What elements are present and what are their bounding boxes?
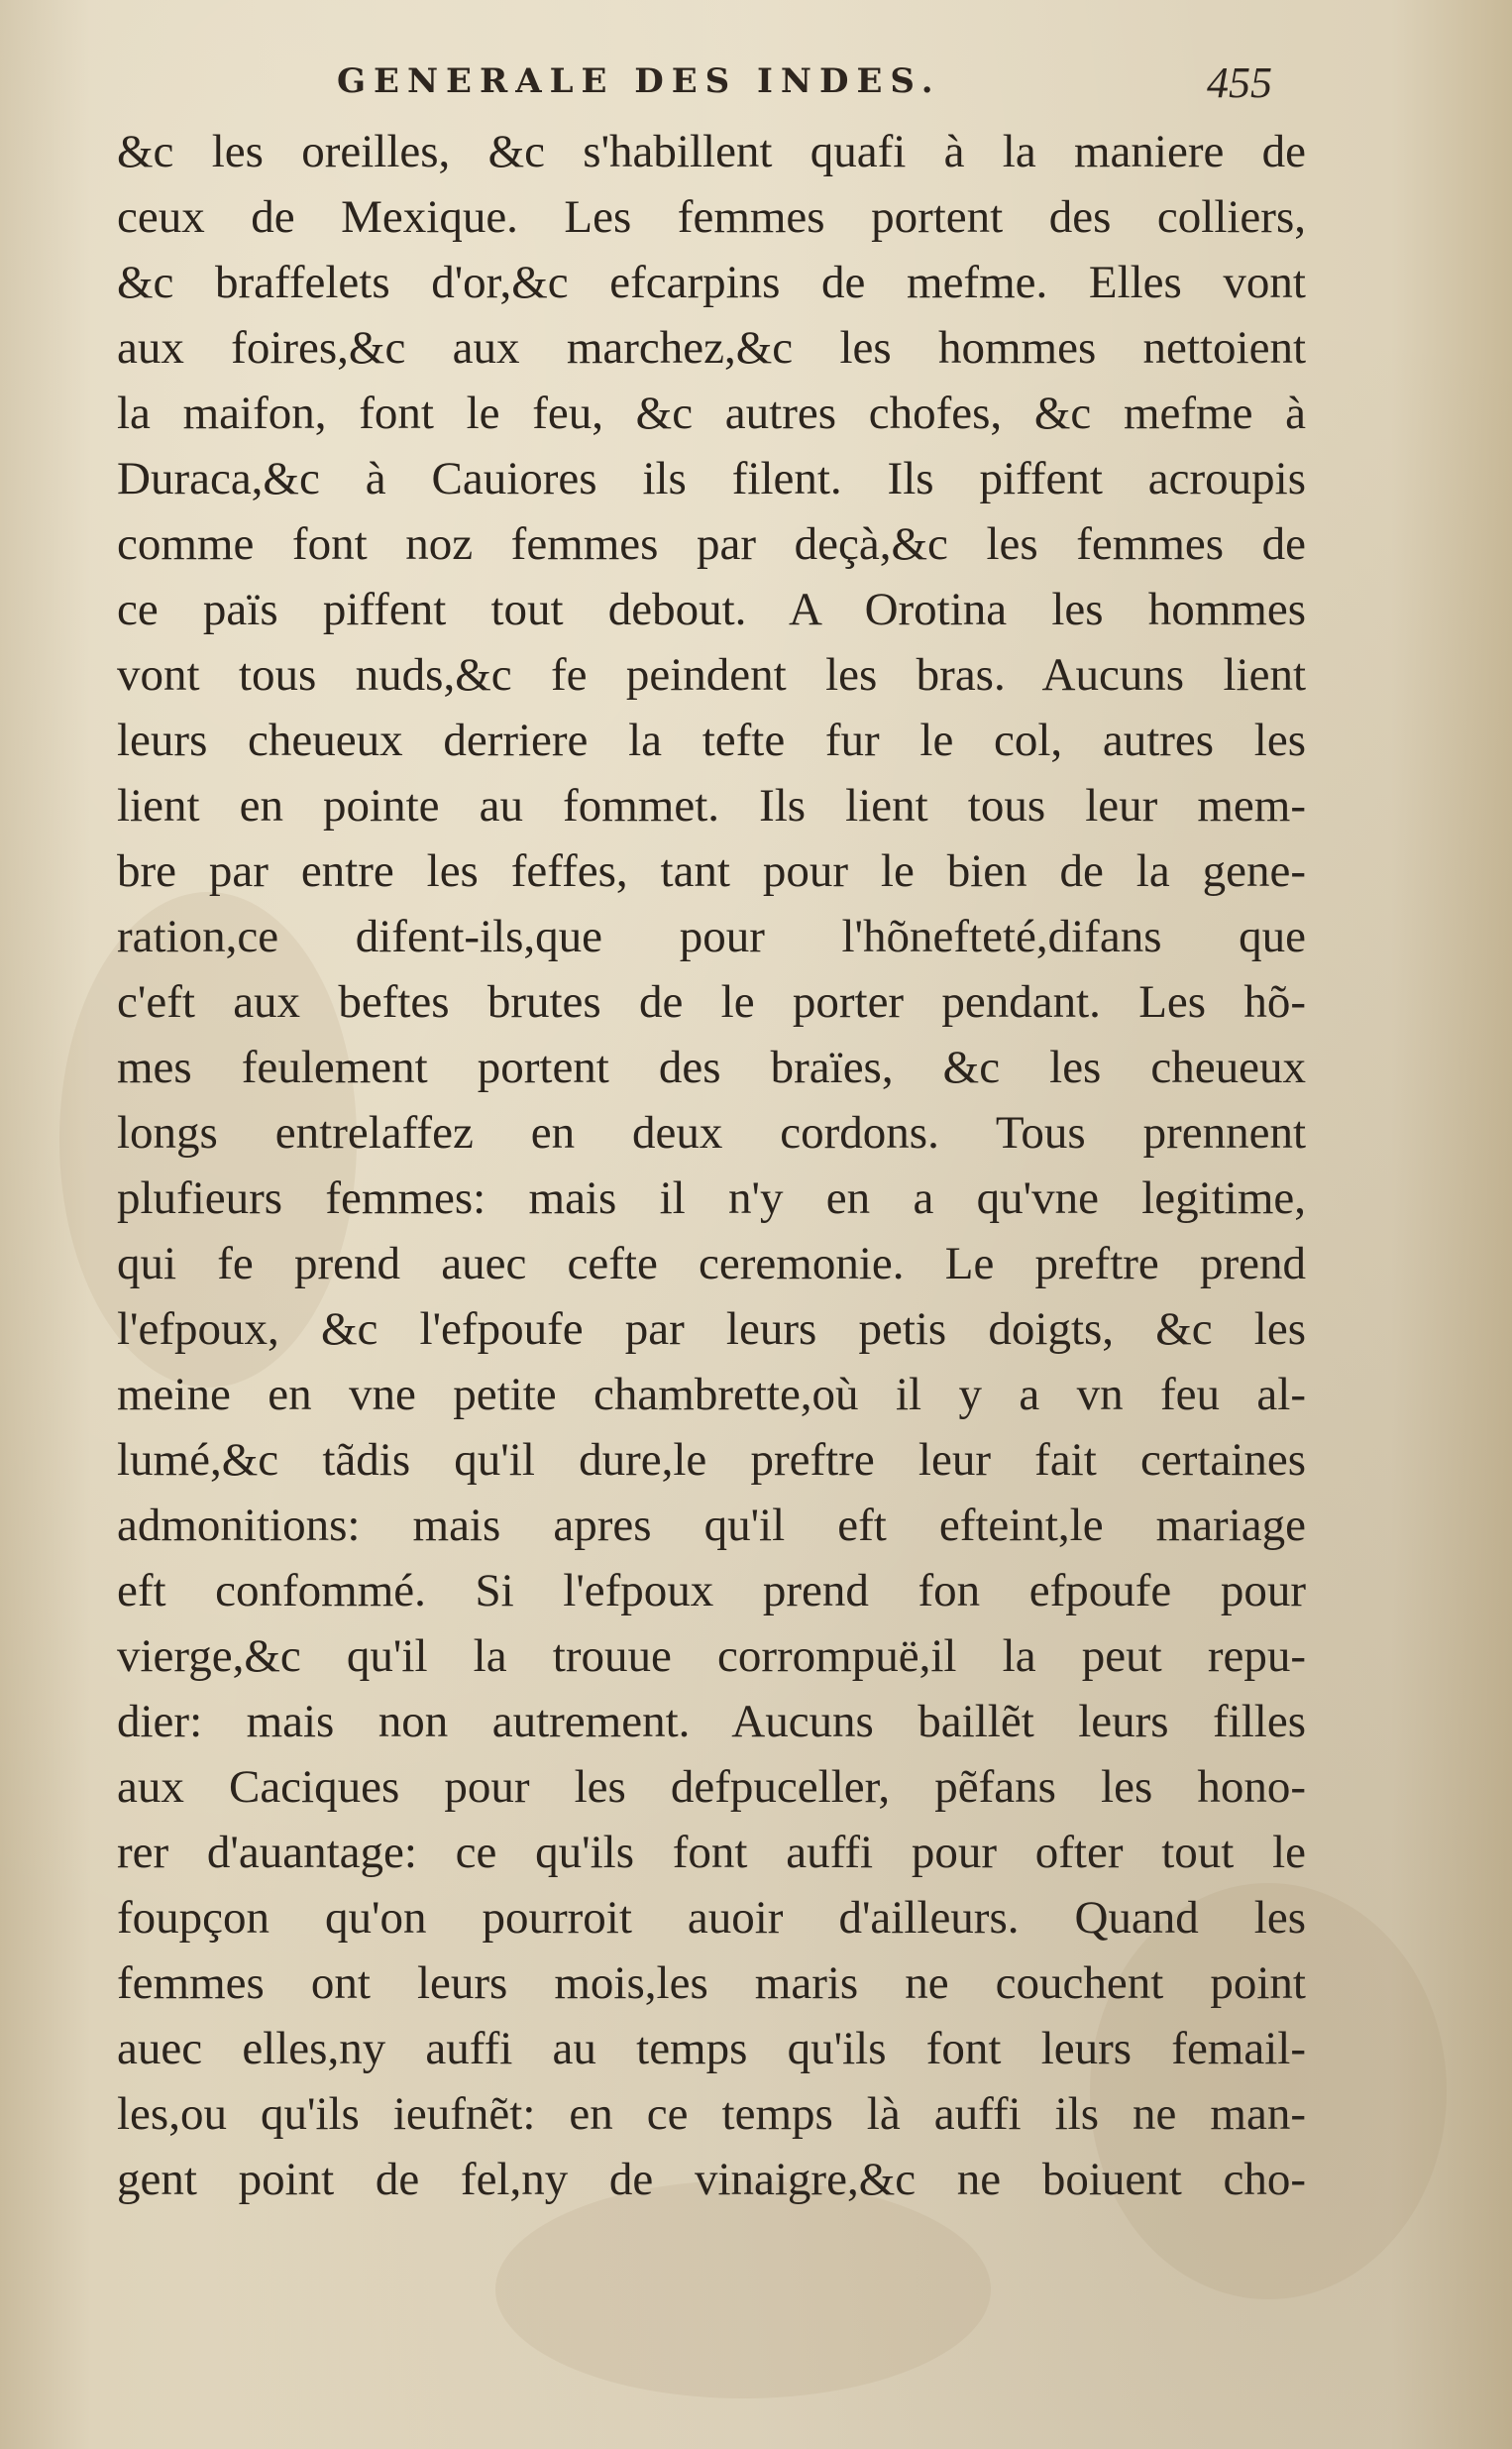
text-line: ceux de Mexique. Les femmes portent des colliers, bbox=[117, 191, 1306, 243]
text-line: rer d'auantage: ce qu'ils font auffi pour ofter tout le bbox=[117, 1827, 1306, 1878]
text-line: l'efpoux, &c l'efpoufe par leurs petis doigts, &c les bbox=[117, 1303, 1306, 1355]
text-line: ration,ce difent-ils,que pour l'hõnefteté,difans que bbox=[117, 911, 1306, 962]
text-line: qui fe prend auec cefte ceremonie. Le preftre prend bbox=[117, 1238, 1306, 1289]
text-line: &c les oreilles, &c s'habillent quafi à la maniere de bbox=[117, 126, 1306, 177]
text-line: dier: mais non autrement. Aucuns baillẽt leurs filles bbox=[117, 1696, 1306, 1747]
text-line: eft confommé. Si l'efpoux prend fon efpoufe pour bbox=[117, 1565, 1306, 1616]
text-line: meine en vne petite chambrette,où il y a vn feu al- bbox=[117, 1369, 1306, 1420]
text-line: auec elles,ny auffi au temps qu'ils font leurs femail- bbox=[117, 2023, 1306, 2074]
text-line: lient en pointe au fommet. Ils lient tous leur mem- bbox=[117, 780, 1306, 832]
text-line: mes feulement portent des braïes, &c les cheueux bbox=[117, 1042, 1306, 1093]
text-line: leurs cheueux derriere la tefte fur le col, autres les bbox=[117, 715, 1306, 766]
text-line: ce païs piffent tout debout. A Orotina les hommes bbox=[117, 584, 1306, 635]
text-line: &c braffelets d'or,&c efcarpins de mefme. Elles vont bbox=[117, 257, 1306, 308]
page-number: 455 bbox=[1207, 58, 1272, 107]
text-line: femmes ont leurs mois,les maris ne couchent point bbox=[117, 1957, 1306, 2009]
text-line: comme font noz femmes par deçà,&c les femmes de bbox=[117, 518, 1306, 570]
text-line: c'eft aux beftes brutes de le porter pendant. Les hõ- bbox=[117, 976, 1306, 1028]
text-line: les,ou qu'ils ieufnẽt: en ce temps là auffi ils ne man- bbox=[117, 2088, 1306, 2140]
text-line: vierge,&c qu'il la trouue corrompuë,il la peut repu- bbox=[117, 1630, 1306, 1682]
text-line: bre par entre les feffes, tant pour le bien de la gene- bbox=[117, 845, 1306, 897]
paper-stain bbox=[495, 2180, 991, 2398]
text-line: lumé,&c tãdis qu'il dure,le preftre leur fait certaines bbox=[117, 1434, 1306, 1486]
text-line: admonitions: mais apres qu'il eft efteint,le mariage bbox=[117, 1500, 1306, 1551]
text-line: aux Caciques pour les defpuceller, pẽfans les hono- bbox=[117, 1761, 1306, 1813]
text-line: longs entrelaffez en deux cordons. Tous prennent bbox=[117, 1107, 1306, 1159]
text-line: la maifon, font le feu, &c autres chofes, &c mefme à bbox=[117, 388, 1306, 439]
running-title: GENERALE DES INDES. bbox=[337, 61, 941, 101]
text-line: vont tous nuds,&c fe peindent les bras. Aucuns lient bbox=[117, 649, 1306, 701]
text-line: plufieurs femmes: mais il n'y en a qu'vne legitime, bbox=[117, 1172, 1306, 1224]
text-line: Duraca,&c à Cauiores ils filent. Ils piffent acroupis bbox=[117, 453, 1306, 504]
body-text bbox=[117, 119, 1306, 2212]
text-line: gent point de fel,ny de vinaigre,&c ne boiuent cho- bbox=[117, 2154, 1306, 2205]
text-line: aux foires,&c aux marchez,&c les hommes nettoient bbox=[117, 322, 1306, 374]
text-line: foupçon qu'on pourroit auoir d'ailleurs. Quand les bbox=[117, 1892, 1306, 1944]
